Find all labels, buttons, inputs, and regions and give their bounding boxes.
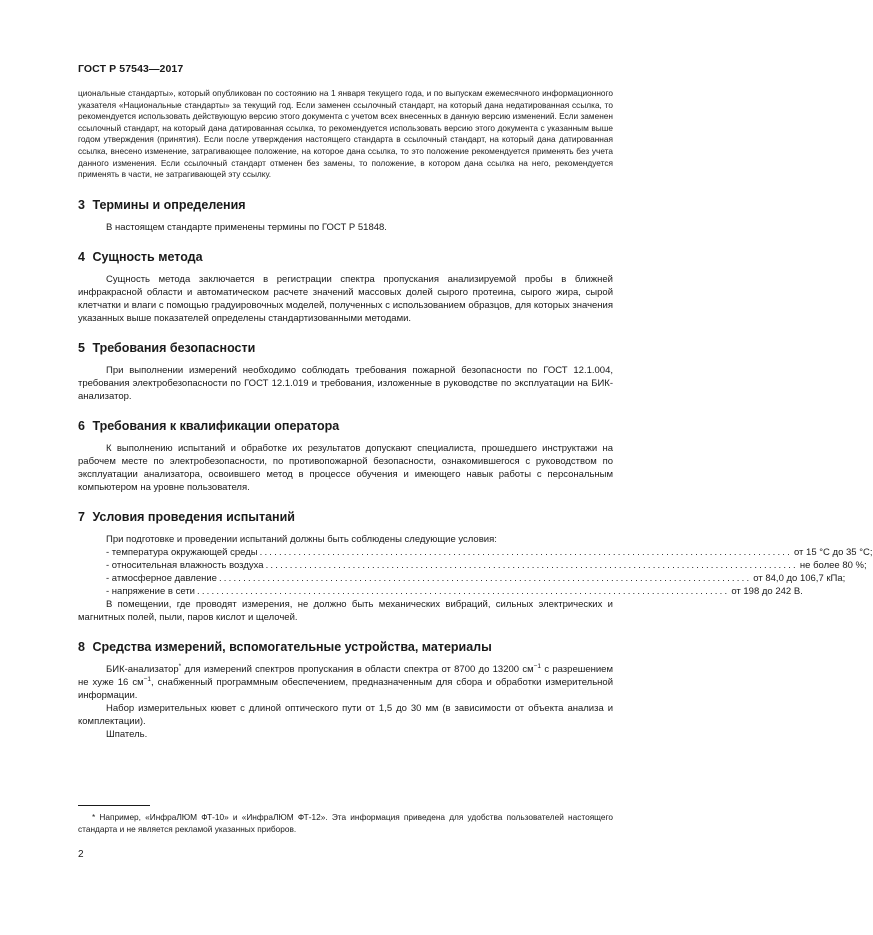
section-7 — [78, 509, 873, 624]
section-8-heading: 8 Средства измерений, вспомогательные устройства, материалы — [78, 639, 492, 654]
section-4-heading: 4 Сущность метода — [78, 249, 203, 264]
section-7-intro: При подготовке и проведении испытаний должны быть соблюдены следующие условия: — [106, 533, 497, 545]
section-3 — [78, 198, 613, 234]
section-4-text: Сущность метода заключается в регистрации спектра пропускания анализируемой пробы в ближней инфракрасной области и автоматическом расчете значений массовых долей сырого протеина, сырого жира, сырой клетчатки и влаги с помощью градуировочных моделей, полученных с использованием образцов, для которых значения указанных выше показателей определены стандартизованными методами. — [78, 273, 613, 324]
section-4 — [78, 250, 613, 325]
section-5 — [78, 341, 613, 403]
footnote-marker: * — [178, 662, 182, 670]
section-6-text: К выполнению испытаний и обработке их результатов допускают специалиста, прошедшего инструктажи на рабочем месте по электробезопасности, по противопожарной безопасности, ознакомившегося с руководством по эксплуатации анализатора, освоившего метод в процессе обучения и имеющего навык работы с персональным компьютером на уровне пользователя. — [78, 442, 613, 493]
document-id-header: ГОСТ Р 57543—2017 — [78, 63, 184, 75]
condition-item: - атмосферное давление .............................................................................................................. от 84,0 до 106,7 кПа; — [106, 572, 846, 584]
page-content — [78, 88, 873, 741]
section-7-heading: 7 Условия проведения испытаний — [78, 509, 295, 524]
section-6 — [78, 419, 613, 494]
page-number: 2 — [78, 849, 84, 860]
section-8-text-2: Набор измерительных кювет с длиной оптического пути от 1,5 до 30 мм (в зависимости от объекта анализа и комплектации). — [78, 702, 613, 727]
condition-item: - температура окружающей среды .............................................................................................................. от 15 °С до 35 °С; — [106, 546, 873, 558]
intro-paragraph: циональные стандарты», который опубликован по состоянию на 1 января текущего года, и по выпускам ежемесячного информационного указателя «Национальные стандарты» за текущий год. Если заменен ссылочный стандарт, на который дана недатированная ссылка, то рекомендуется использовать действующую версию этого документа с учетом всех внесенных в данную версию изменений. Если заменен ссылочный стандарт, на который дана датированная ссылка, то рекомендуется использовать версию этого документа с указанным выше годом утверждения (принятия). Если после утверждения настоящего стандарта в ссылочный стандарт, на который дана датированная ссылка, внесено изменение, затрагивающее положение, на которое дана ссылка, то это положение рекомендуется применять без учета данного изменения. Если ссылочный стандарт отменен без замены, то положение, в котором дана ссылка на него, рекомендуется применять в части, не затрагивающей эту ссылку. — [78, 88, 613, 180]
section-8-text: БИК-анализатор* для измерений спектров пропускания в области спектра от 8700 до 13200 $см^{-1}$ с разрешением не хуже 16 $см^{-1}$, снабженный программным обеспечением, предназначенным для сбора и обработки измерительной информации. — [78, 662, 613, 701]
condition-item: - относительная влажность воздуха .............................................................................................................. не более 80 %; — [106, 559, 867, 571]
condition-item: - напряжение в сети .............................................................................................................. от 198 до 242 В. — [106, 585, 803, 597]
leader-dots: .............................................................................................................. — [259, 546, 792, 558]
leader-dots: .............................................................................................................. — [218, 572, 752, 584]
leader-dots: .............................................................................................................. — [196, 585, 730, 597]
leader-dots: .............................................................................................................. — [265, 559, 798, 571]
conditions-list — [78, 546, 873, 598]
footnote-divider — [78, 805, 150, 806]
section-3-text: В настоящем стандарте применены термины по ГОСТ Р 51848. — [106, 221, 387, 233]
section-7-text: В помещении, где проводят измерения, не должно быть механических вибраций, сильных электрических и магнитных полей, пыли, паров кислот и щелочей. — [78, 598, 613, 623]
section-3-heading: 3 Термины и определения — [78, 197, 246, 212]
section-8 — [78, 640, 613, 741]
section-8-text-3: Шпатель. — [106, 728, 148, 740]
section-5-text: При выполнении измерений необходимо соблюдать требования пожарной безопасности по ГОСТ 12.1.004, требования электробезопасности по ГОСТ 12.1.019 и требования, изложенные в руководстве по эксплуатации на БИК-анализатор. — [78, 364, 613, 402]
section-5-heading: 5 Требования безопасности — [78, 340, 256, 355]
section-6-heading: 6 Требования к квалификации оператора — [78, 418, 340, 433]
footnote: * Например, «ИнфраЛЮМ ФТ-10» и «ИнфраЛЮМ ФТ-12». Эта информация приведена для удобства пользователей настоящего стандарта и не является рекламой указанных приборов. — [78, 812, 613, 834]
